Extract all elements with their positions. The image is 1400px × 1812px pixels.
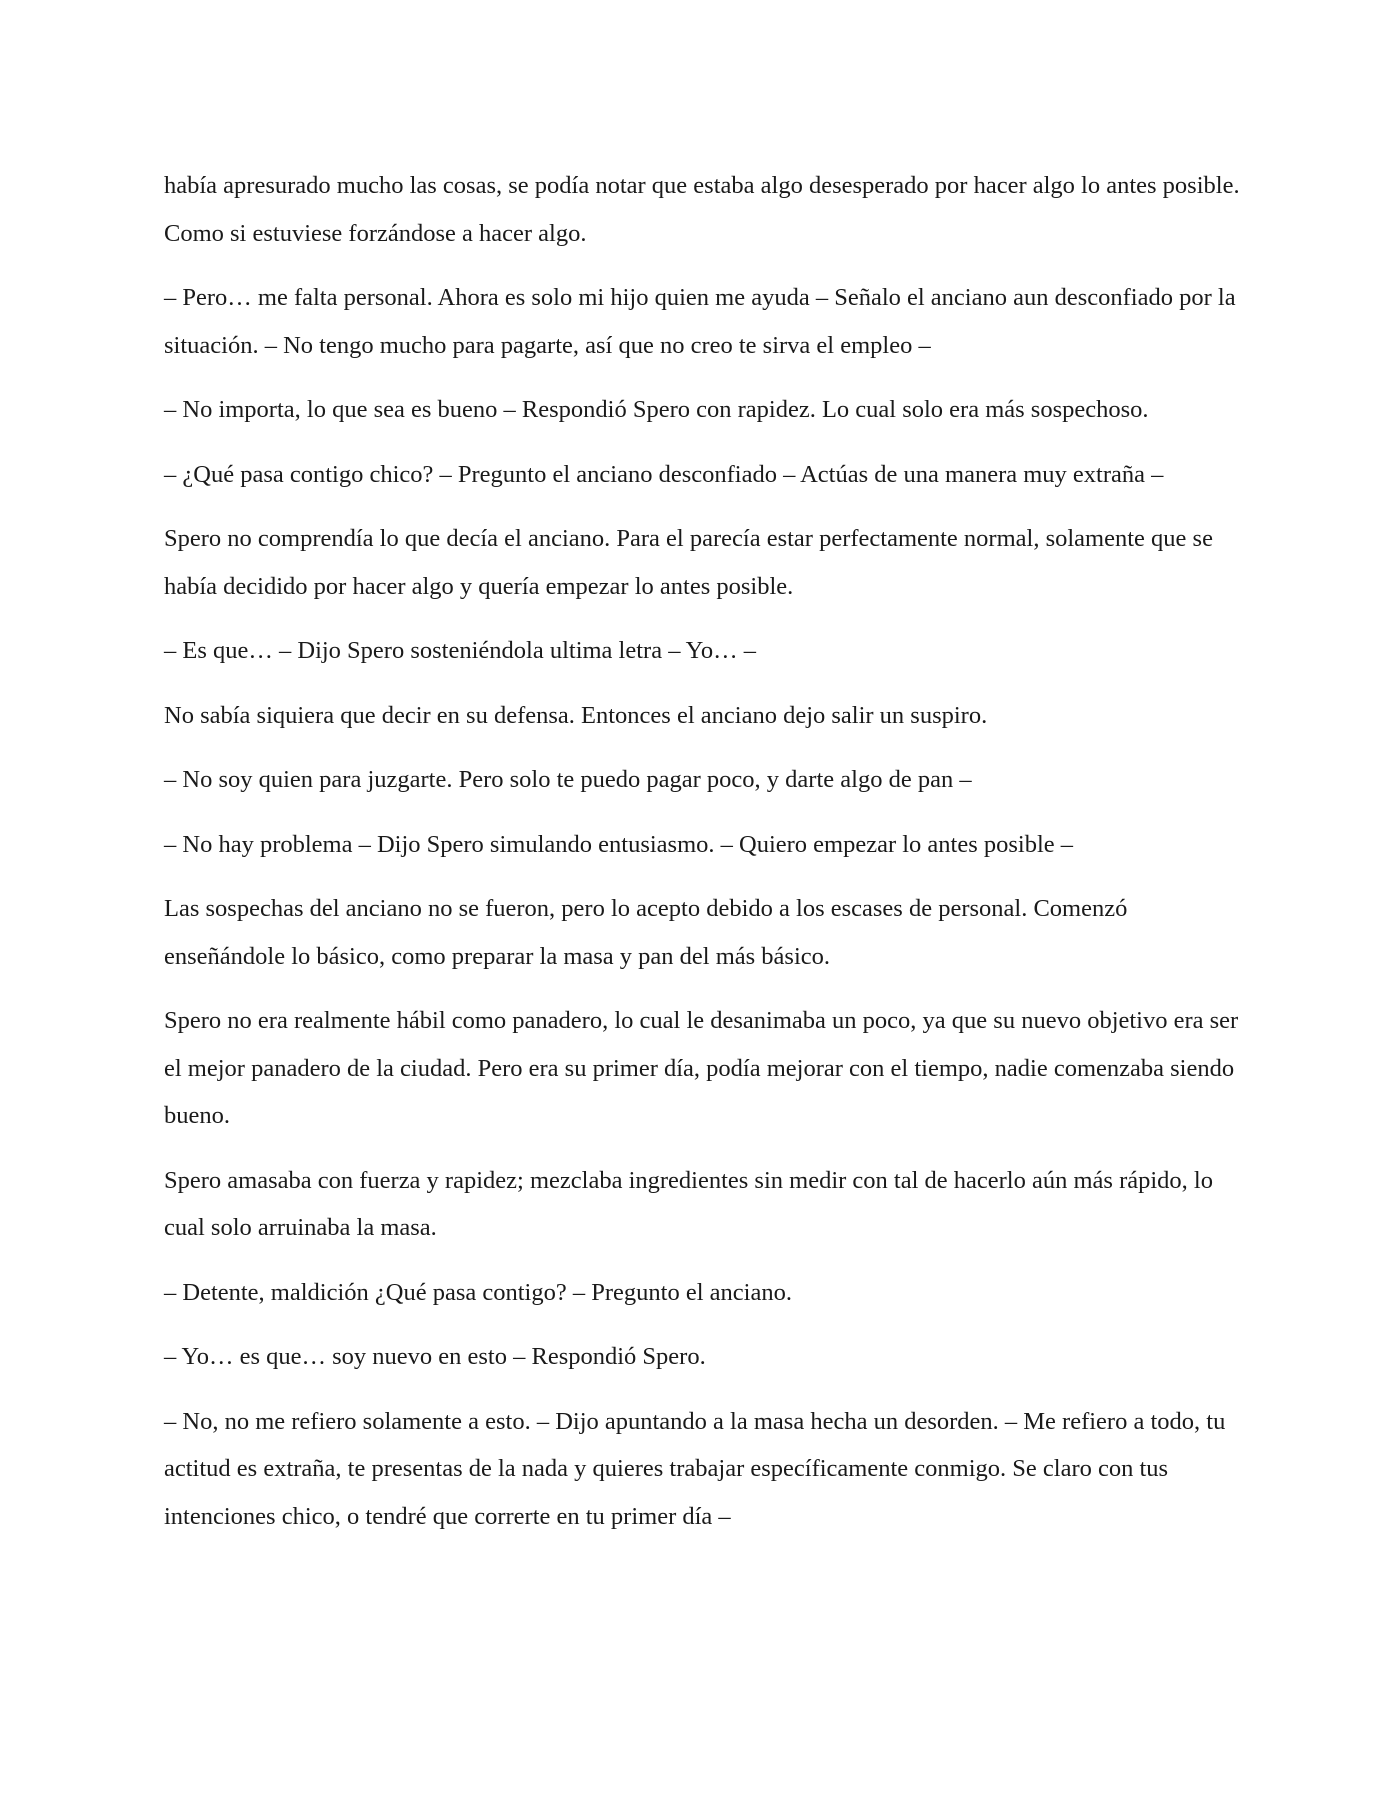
- paragraph-15: – No, no me refiero solamente a esto. – Dijo apuntando a la masa hecha un desorden. – Me refiero a todo, tu actitud es extraña, te presentas de la nada y quieres trabajar específicamente conmigo. Se claro con tus intenciones chico, o tendré que correrte en tu primer día –: [164, 1407, 1226, 1530]
- paragraph-3: – No importa, lo que sea es bueno – Respondió Spero con rapidez. Lo cual solo era más sospechoso.: [164, 396, 1149, 423]
- paragraph-12: Spero amasaba con fuerza y rapidez; mezclaba ingredientes sin medir con tal de hacerlo aún más rápido, lo cual solo arruinaba la masa.: [164, 1166, 1213, 1241]
- paragraph-10: Las sospechas del anciano no se fueron, pero lo acepto debido a los escases de personal. Comenzó enseñándole lo básico, como preparar la masa y pan del más básico.: [164, 895, 1128, 970]
- paragraph-1: había apresurado mucho las cosas, se podía notar que estaba algo desesperado por hacer algo lo antes posible. Como si estuviese forzándose a hacer algo.: [164, 172, 1240, 247]
- paragraph-8: – No soy quien para juzgarte. Pero solo te puedo pagar poco, y darte algo de pan –: [164, 766, 972, 793]
- paragraph-14: – Yo… es que… soy nuevo en esto – Respondió Spero.: [164, 1343, 706, 1370]
- document-body: [164, 162, 1254, 1557]
- paragraph-5: Spero no comprendía lo que decía el anciano. Para el parecía estar perfectamente normal, solamente que se había decidido por hacer algo y quería empezar lo antes posible.: [164, 525, 1213, 600]
- paragraph-11: Spero no era realmente hábil como panadero, lo cual le desanimaba un poco, ya que su nuevo objetivo era ser el mejor panadero de la ciudad. Pero era su primer día, podía mejorar con el tiempo, nadie comenzaba siendo bueno.: [164, 1007, 1239, 1129]
- paragraph-2: – Pero… me falta personal. Ahora es solo mi hijo quien me ayuda – Señalo el anciano aun desconfiado por la situación. – No tengo mucho para pagarte, así que no creo te sirva el empleo –: [164, 284, 1236, 359]
- paragraph-6: – Es que… – Dijo Spero sosteniéndola ultima letra – Yo… –: [164, 637, 757, 664]
- paragraph-4: – ¿Qué pasa contigo chico? – Pregunto el anciano desconfiado – Actúas de una manera muy extraña –: [164, 460, 1164, 488]
- paragraph-7: No sabía siquiera que decir en su defensa. Entonces el anciano dejo salir un suspiro.: [164, 701, 988, 729]
- paragraph-9: – No hay problema – Dijo Spero simulando entusiasmo. – Quiero empezar lo antes posible –: [164, 830, 1074, 858]
- paragraph-13: – Detente, maldición ¿Qué pasa contigo? – Pregunto el anciano.: [164, 1278, 792, 1306]
